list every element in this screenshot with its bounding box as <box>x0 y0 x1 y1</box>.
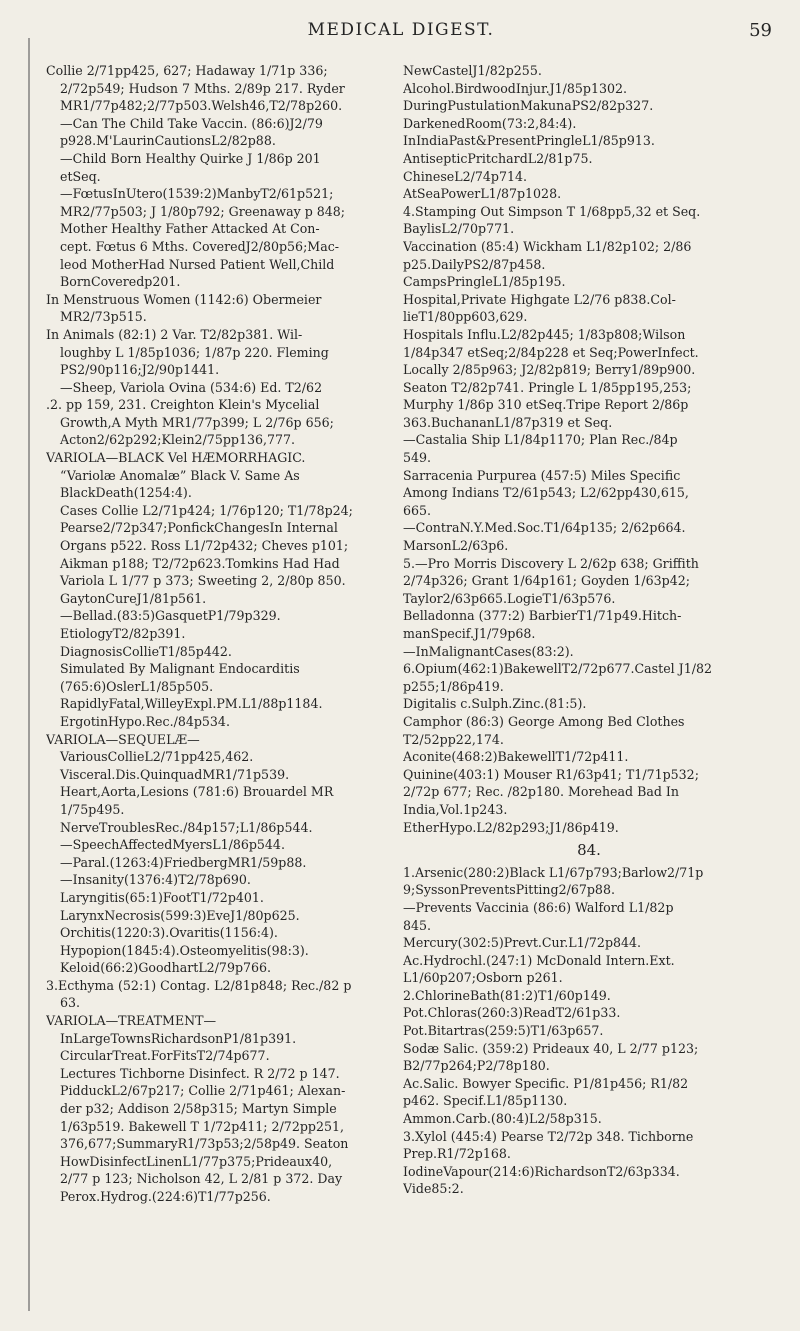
index-entry-line: Collie 2/71pp425, 627; Hadaway 1/71p 336; <box>46 63 328 78</box>
index-entry-line: Murphy 1/86p 310 etSeq.Tripe Report 2/86p <box>403 397 689 413</box>
index-entry-line: Sarracenia Purpurea (457:5) Miles Specific <box>403 467 681 483</box>
index-entry-line: GaytonCureJ1/81p561. <box>60 590 207 606</box>
right-column <box>403 62 775 1198</box>
index-entry-line: In Animals (82:1) 2 Var. T2/82p381. Wil- <box>46 326 303 342</box>
index-entry-line: p928.M'LaurinCautionsL2/82p88. <box>60 133 276 149</box>
index-entry-line: EtherHypo.L2/82p293;J1/86p419. <box>403 819 619 835</box>
index-entry-line: Hypopion(1845:4).Osteomyelitis(98:3). <box>60 942 309 958</box>
index-entry-line: Seaton T2/82p741. Pringle L 1/85pp195,253; <box>403 379 692 395</box>
index-entry-line: Locally 2/85p963; J2/82p819; Berry1/89p900. <box>403 362 696 378</box>
index-entry-line: 1/63p519. Bakewell T 1/72p411; 2/72pp251, <box>60 1118 344 1134</box>
index-entry-line: VariousCollieL2/71pp425,462. <box>60 749 254 765</box>
index-entry-line: MR2/77p503; J 1/80p792; Greenaway p 848; <box>60 203 346 219</box>
index-entry-line: Perox.Hydrog.(224:6)T1/77p256. <box>60 1189 271 1204</box>
index-entry-line: 363.BuchananL1/87p319 et Seq. <box>403 414 613 430</box>
index-entry-line: Hospitals Influ.L2/82p445; 1/83p808;Wilson <box>403 326 686 342</box>
index-entry-line: 2/77 p 123; Nicholson 42, L 2/81 p 372. Day <box>60 1171 343 1187</box>
index-entry-line: InLargeTownsRichardsonP1/81p391. <box>60 1030 297 1046</box>
index-entry-line: Digitalis c.Sulph.Zinc.(81:5). <box>403 696 587 712</box>
index-entry-line: Cases Collie L2/71p424; 1/76p120; T1/78p24; <box>60 502 353 518</box>
index-entry-line: —Can The Child Take Vaccin. (86:6)J2/79 <box>60 115 323 131</box>
index-entry-line: Mother Healthy Father Attacked At Con- <box>60 221 320 237</box>
index-entry-line: etSeq. <box>60 168 101 184</box>
index-entry-line: Quinine(403:1) Mouser R1/63p41; T1/71p532; <box>403 766 699 782</box>
index-entry-line: ChineseL2/74p714. <box>403 168 528 184</box>
index-entry-line: BaylisL2/70p771. <box>403 221 515 237</box>
index-entry-line: Mercury(302:5)Prevt.Cur.L1/72p844. <box>403 935 642 951</box>
left-column <box>46 62 390 1206</box>
index-entry-line: 2/74p326; Grant 1/64p161; Goyden 1/63p42; <box>403 573 691 589</box>
index-entry-line: NerveTroublesRec./84p157;L1/86p544. <box>60 819 313 835</box>
index-entry-line: —Paral.(1263:4)FriedbergMR1/59p88. <box>60 854 307 870</box>
index-entry-line: —Bellad.(83:5)GasquetP1/79p329. <box>60 608 281 624</box>
index-entry-line: .2. pp 159, 231. Creighton Klein's Mycelial <box>46 397 320 413</box>
index-entry-line: —Insanity(1376:4)T2/78p690. <box>60 872 251 888</box>
index-entry-line: Orchitis(1220:3).Ovaritis(1156:4). <box>60 925 278 941</box>
index-entry-line: L1/60p207;Osborn p261. <box>403 970 563 986</box>
index-entry-line: MR2/73p515. <box>60 309 147 325</box>
index-entry-line: PidduckL2/67p217; Collie 2/71p461; Alexan- <box>60 1083 346 1099</box>
index-entry-line: Ac.Salic. Bowyer Specific. P1/81p456; R1/82 <box>403 1075 689 1091</box>
index-entry-line: lieT1/80pp603,629. <box>403 309 528 325</box>
index-entry-line: Hospital,Private Highgate L2/76 p838.Col- <box>403 291 676 307</box>
index-entry-line: Belladonna (377:2) BarbierT1/71p49.Hitch- <box>403 608 682 624</box>
index-entry-line: Among Indians T2/61p543; L2/62pp430,615, <box>403 485 689 501</box>
index-entry-line: Simulated By Malignant Endocarditis <box>60 661 300 677</box>
index-entry-line: der p32; Addison 2/58p315; Martyn Simple <box>60 1101 337 1117</box>
index-entry-line: —FœtusInUtero(1539:2)ManbyT2/61p521; <box>60 186 334 202</box>
page-number: 59 <box>749 20 772 41</box>
index-entry-line: 3.Ecthyma (52:1) Contag. L2/81p848; Rec./82 p <box>46 977 352 993</box>
index-entry-line: AntisepticPritchardL2/81p75. <box>403 150 593 166</box>
index-entry-line: manSpecif.J1/79p68. <box>403 626 536 641</box>
index-entry-line: BlackDeath(1254:4). <box>60 485 192 501</box>
index-entry-line: Lectures Tichborne Disinfect. R 2/72 p 147. <box>60 1065 340 1081</box>
index-entry-line: ErgotinHypo.Rec./84p534. <box>60 713 230 729</box>
index-entry-line: 1/75p495. <box>60 801 125 817</box>
index-entry-line: IodineVapour(214:6)RichardsonT2/63p334. <box>403 1163 680 1179</box>
index-entry-line: 63. <box>60 995 81 1011</box>
index-entry-line: BornCoveredp201. <box>60 274 181 290</box>
left-margin-rule <box>28 38 30 1311</box>
index-entry-line: Vide85:2. <box>403 1181 464 1197</box>
index-entry-line: (765:6)OslerL1/85p505. <box>60 678 214 694</box>
index-entry-line: Acton2/62p292;Klein2/75pp136,777. <box>60 432 296 448</box>
index-entry-line: Heart,Aorta,Lesions (781:6) Brouardel MR <box>60 784 334 800</box>
index-entry-line: Aikman p188; T2/72p623.Tomkins Had Had <box>60 555 340 571</box>
index-entry-line: 2/72p 677; Rec. /82p180. Morehead Bad In <box>403 784 679 800</box>
index-entry-line: Pot.Chloras(260:3)ReadT2/61p33. <box>403 1005 621 1021</box>
index-entry-line: 845. <box>403 917 432 933</box>
index-entry-line: Growth,A Myth MR1/77p399; L 2/76p 656; <box>60 414 334 430</box>
index-entry-line: MR1/77p482;2/77p503.Welsh46,T2/78p260. <box>60 98 343 114</box>
index-entry-line: CampsPringleL1/85p195. <box>403 274 566 290</box>
index-entry-line: Laryngitis(65:1)FootT1/72p401. <box>60 889 264 905</box>
index-entry-line: —SpeechAffectedMyersL1/86p544. <box>60 837 285 853</box>
index-entry-line: —Castalia Ship L1/84p1170; Plan Rec./84p <box>403 432 678 448</box>
index-entry-line: MarsonL2/63p6. <box>403 538 509 554</box>
index-entry-line: 1/84p347 etSeq;2/84p228 et Seq;PowerInfect. <box>403 344 699 360</box>
index-entry-line: Variola L 1/77 p 373; Sweeting 2, 2/80p 850. <box>60 573 346 589</box>
running-title: MEDICAL DIGEST. <box>307 20 495 40</box>
index-entry-line: Keloid(66:2)GoodhartL2/79p766. <box>60 960 272 976</box>
index-entry-line: 3.Xylol (445:4) Pearse T2/72p 348. Tichborne <box>403 1128 694 1144</box>
index-entry-line: Ac.Hydrochl.(247:1) McDonald Intern.Ext. <box>403 952 675 968</box>
page-header <box>30 20 772 50</box>
index-entry-line: leod MotherHad Nursed Patient Well,Child <box>60 256 335 272</box>
index-entry-line: —Sheep, Variola Ovina (534:6) Ed. T2/62 <box>60 379 323 395</box>
index-entry-line: p255;1/86p419. <box>403 678 504 694</box>
index-entry-line: Pearse2/72p347;PonfickChangesIn Internal <box>60 520 338 536</box>
index-entry-line: CircularTreat.ForFitsT2/74p677. <box>60 1048 270 1064</box>
index-entry-line: VARIOLA—SEQUELÆ— <box>46 731 200 747</box>
index-entry-line: Taylor2/63p665.LogieT1/63p576. <box>403 590 616 606</box>
index-entry-line: 665. <box>403 502 432 518</box>
index-entry-line: 1.Arsenic(280:2)Black L1/67p793;Barlow2/71p <box>403 864 704 880</box>
section-number: 84. <box>577 842 601 860</box>
index-entry-line: 376,677;SummaryR1/73p53;2/58p49. Seaton <box>60 1136 349 1152</box>
index-entry-line: LarynxNecrosis(599:3)EveJ1/80p625. <box>60 907 300 923</box>
index-entry-line: VARIOLA—BLACK Vel HÆMORRHAGIC. <box>46 450 306 466</box>
index-entry-line: —ContraN.Y.Med.Soc.T1/64p135; 2/62p664. <box>403 520 686 536</box>
index-entry-line: PS2/90p116;J2/90p1441. <box>60 362 220 378</box>
index-entry-line: Camphor (86:3) George Among Bed Clothes <box>403 713 685 729</box>
index-entry-line: p25.DailyPS2/87p458. <box>403 256 546 272</box>
index-entry-line: 2/72p549; Hudson 7 Mths. 2/89p 217. Ryder <box>60 80 345 96</box>
index-entry-line: B2/77p264;P2/78p180. <box>403 1058 550 1074</box>
index-entry-line: cept. Fœtus 6 Mths. CoveredJ2/80p56;Mac- <box>60 238 340 254</box>
index-entry-line: —Child Born Healthy Quirke J 1/86p 201 <box>60 150 321 166</box>
index-entry-line: Alcohol.BirdwoodInjur.J1/85p1302. <box>403 80 628 96</box>
index-entry-line: RapidlyFatal,WilleyExpl.PM.L1/88p1184. <box>60 696 323 712</box>
index-entry-line: 2.ChlorineBath(81:2)T1/60p149. <box>403 987 611 1003</box>
index-entry-line: Visceral.Dis.QuinquadMR1/71p539. <box>60 766 290 782</box>
index-entry-line: Ammon.Carb.(80:4)L2/58p315. <box>403 1111 602 1127</box>
index-entry-line: 6.Opium(462:1)BakewellT2/72p677.Castel J1/82 <box>403 661 713 677</box>
index-entry-line: DarkenedRoom(73:2,84:4). <box>403 115 577 131</box>
index-entry-line: DiagnosisCollieT1/85p442. <box>60 643 232 659</box>
index-entry-line: VARIOLA—TREATMENT— <box>46 1013 217 1029</box>
index-entry-line: DuringPustulationMakunaPS2/82p327. <box>403 98 654 114</box>
index-entry-line: In Menstruous Women (1142:6) Obermeier <box>46 291 322 307</box>
index-entry-line: T2/52pp22,174. <box>403 731 504 747</box>
index-entry-line: p462. Specif.L1/85p1130. <box>403 1093 568 1109</box>
index-entry-line: 4.Stamping Out Simpson T 1/68pp5,32 et Seq. <box>403 203 701 219</box>
index-entry-line: 549. <box>403 450 432 466</box>
index-entry-line: Sodæ Salic. (359:2) Prideaux 40, L 2/77 p123; <box>403 1040 699 1056</box>
index-entry-line: loughby L 1/85p1036; 1/87p 220. Fleming <box>60 344 329 360</box>
index-entry-line: —InMalignantCases(83:2). <box>403 643 574 659</box>
index-entry-line: 9;SyssonPreventsPitting2/67p88. <box>403 882 615 898</box>
index-entry-line: Organs p522. Ross L1/72p432; Cheves p101; <box>60 538 349 554</box>
index-entry-line: “Variolæ Anomalæ” Black V. Same As <box>60 467 300 483</box>
index-entry-line: AtSeaPowerL1/87p1028. <box>403 186 562 202</box>
index-entry-line: NewCastelJ1/82p255. <box>403 63 542 78</box>
index-entry-line: InIndiaPast&PresentPringleL1/85p913. <box>403 133 655 149</box>
index-entry-line: Prep.R1/72p168. <box>403 1146 511 1162</box>
index-entry-line: —Prevents Vaccinia (86:6) Walford L1/82p <box>403 899 674 915</box>
index-entry-line: EtiologyT2/82p391. <box>60 626 186 641</box>
index-entry-line: Vaccination (85:4) Wickham L1/82p102; 2/86 <box>403 238 692 254</box>
index-entry-line: India,Vol.1p243. <box>403 801 508 817</box>
index-entry-line: HowDisinfectLinenL1/77p375;Prideaux40, <box>60 1153 333 1169</box>
index-entry-line: Pot.Bitartras(259:5)T1/63p657. <box>403 1023 604 1039</box>
index-entry-line: 5.—Pro Morris Discovery L 2/62p 638; Griffith <box>403 555 699 571</box>
index-entry-line: Aconite(468:2)BakewellT1/72p411. <box>403 749 629 765</box>
